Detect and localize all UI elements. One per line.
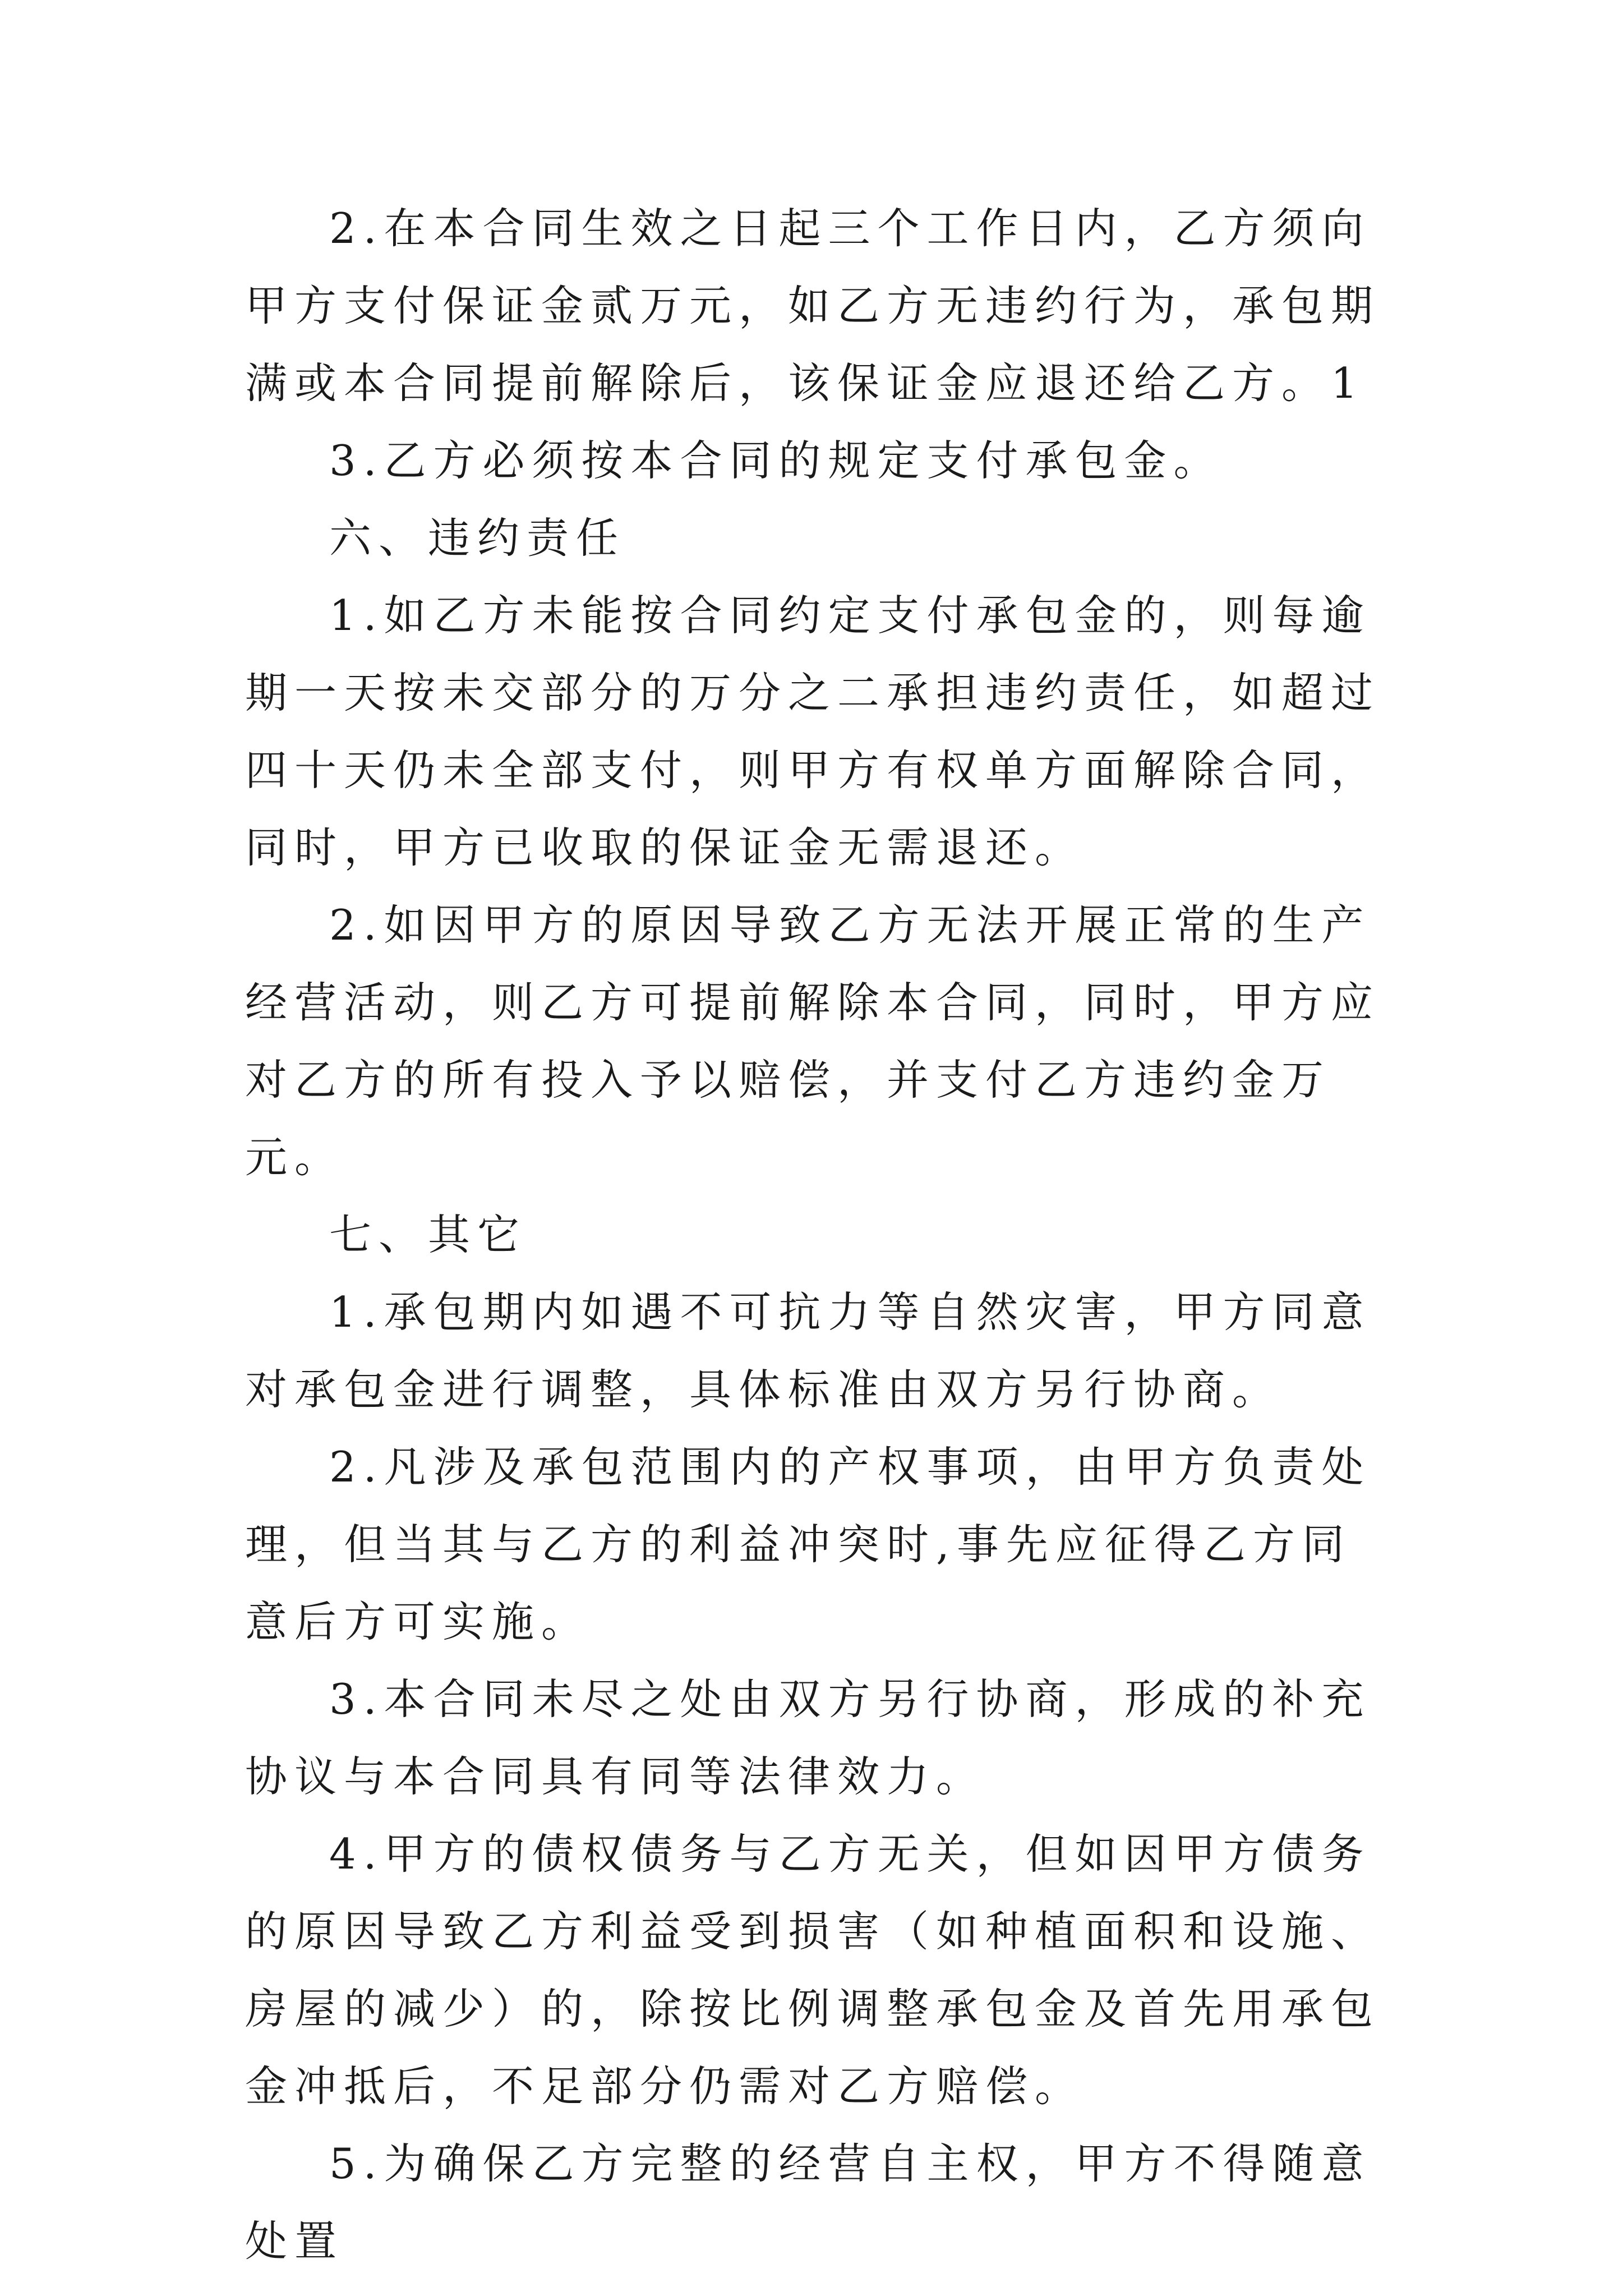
clause-7-2-property-rights: 2.凡涉及承包范围内的产权事项，由甲方负责处理，但当其与乙方的利益冲突时,事先应征得乙方同意后方可实施。: [245, 1442, 1371, 1646]
section-heading-7-other: 七、其它: [329, 1210, 527, 1259]
contract-body: [245, 190, 1395, 2280]
clause-5-3-payment: 3.乙方必须按本合同的规定支付承包金。: [329, 436, 1223, 485]
clause-7-1-force-majeure: 1.承包期内如遇不可抗力等自然灾害，甲方同意对承包金进行调整，具体标准由双方另行协商。: [245, 1287, 1371, 1414]
section-heading-6-breach: 六、违约责任: [329, 513, 626, 563]
clause-7-4-debts: 4.甲方的债权债务与乙方无关，但如因甲方债务的原因导致乙方利益受到损害（如种植面积和设施、房屋的减少）的，除按比例调整承包金及首先用承包金冲抵后，不足部分仍需对乙方赔偿。: [245, 1829, 1381, 2111]
clause-6-2-party-a-fault: 2.如因甲方的原因导致乙方无法开展正常的生产经营活动，则乙方可提前解除本合同，同时，甲方应对乙方的所有投入予以赔偿，并支付乙方违约金万元。: [245, 900, 1381, 1182]
clause-7-5-autonomy: 5.为确保乙方完整的经营自主权，甲方不得随意处置: [245, 2139, 1371, 2266]
clause-5-2-deposit: 2.在本合同生效之日起三个工作日内，乙方须向甲方支付保证金贰万元，如乙方无违约行为，承包期满或本合同提前解除后，该保证金应退还给乙方。1: [245, 204, 1381, 408]
clause-7-3-supplement: 3.本合同未尽之处由双方另行协商，形成的补充协议与本合同具有同等法律效力。: [245, 1674, 1371, 1801]
clause-6-1-late-payment: 1.如乙方未能按合同约定支付承包金的，则每逾期一天按未交部分的万分之二承担违约责任，如超过四十天仍未全部支付，则甲方有权单方面解除合同，同时，甲方已收取的保证金无需退还。: [245, 591, 1381, 872]
